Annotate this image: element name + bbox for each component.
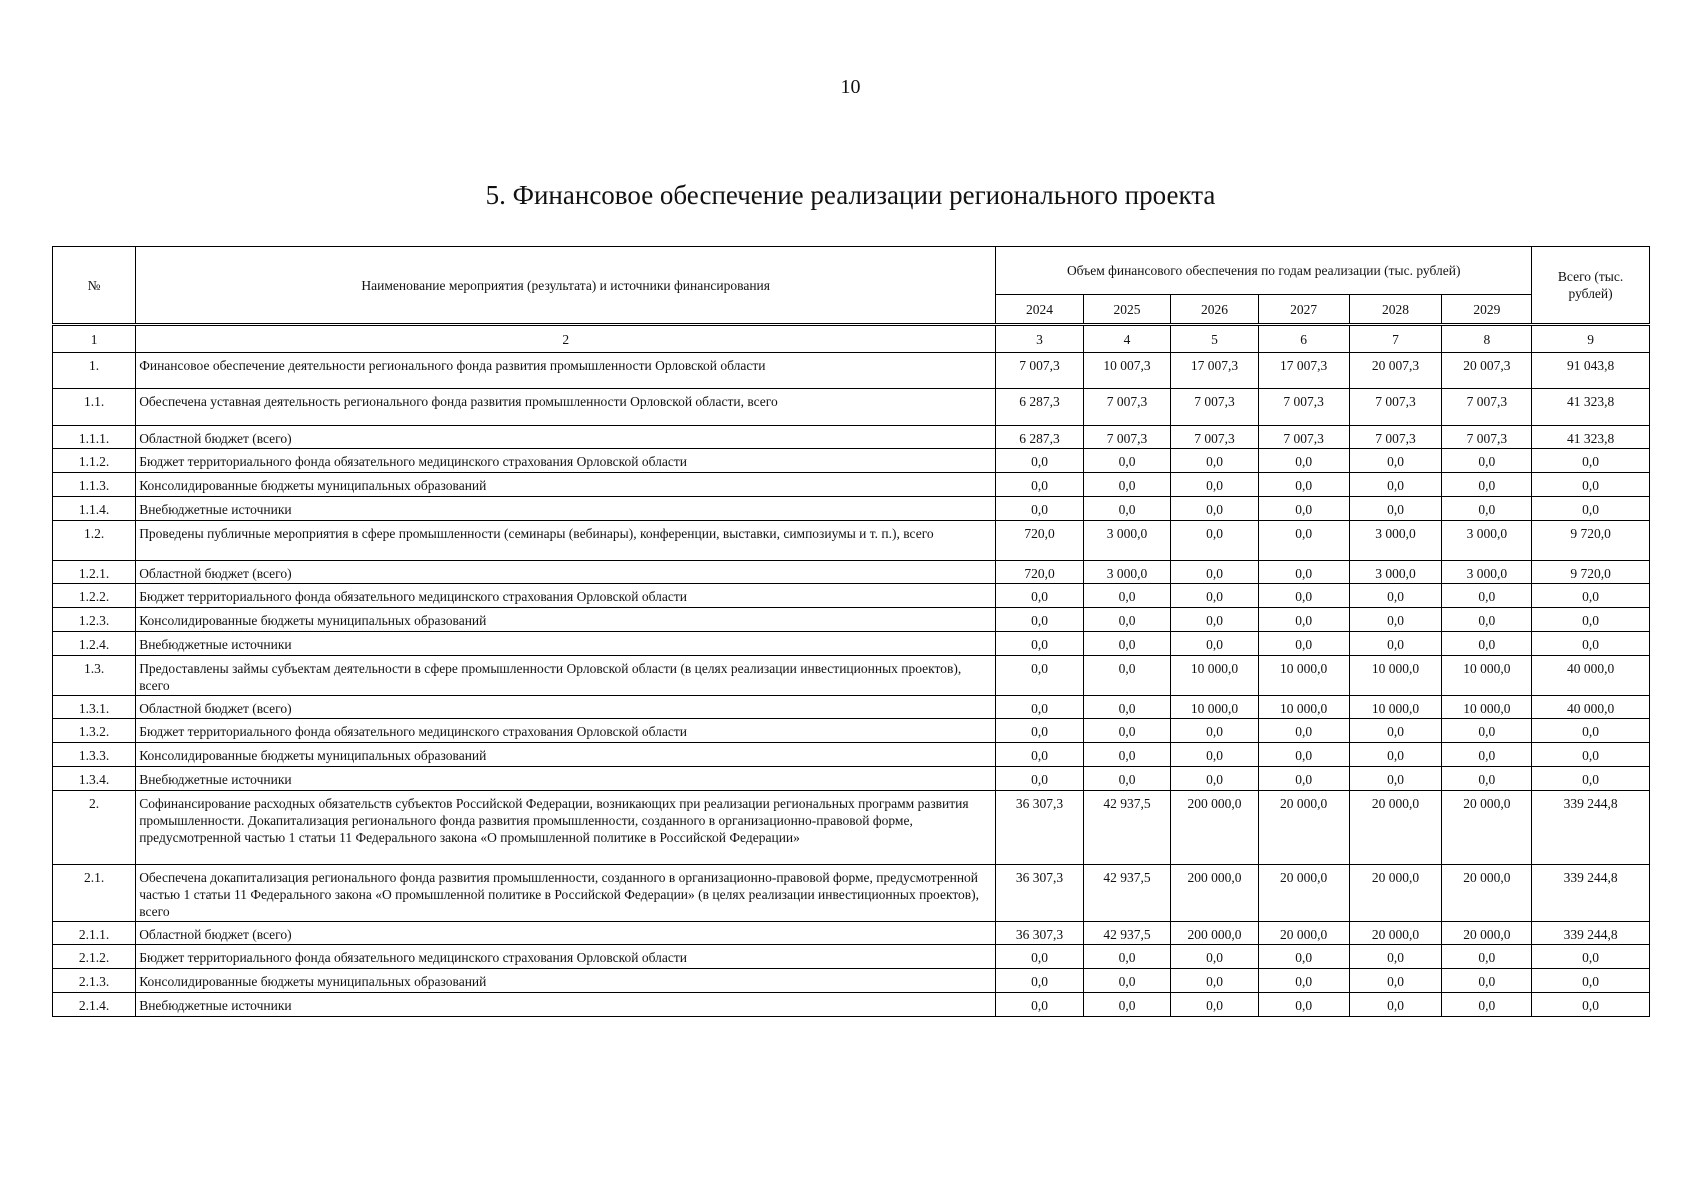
row-year-value: 0,0 [996, 969, 1084, 993]
row-year-value: 0,0 [1083, 608, 1171, 632]
row-number: 1.3.1. [53, 696, 136, 719]
row-year-value: 0,0 [996, 945, 1084, 969]
row-year-value: 0,0 [1349, 449, 1442, 473]
table-row [53, 969, 1650, 993]
row-year-value: 0,0 [1258, 719, 1349, 743]
row-name: Консолидированные бюджеты муниципальных образований [136, 608, 996, 632]
table-row [53, 389, 1650, 426]
row-year-value: 0,0 [1258, 945, 1349, 969]
row-year-value: 0,0 [1171, 767, 1259, 791]
header-total: Всего (тыс. рублей) [1532, 247, 1650, 325]
row-name: Консолидированные бюджеты муниципальных образований [136, 969, 996, 993]
row-total: 91 043,8 [1532, 353, 1650, 389]
row-year-value: 0,0 [1171, 945, 1259, 969]
row-year-value: 7 007,3 [1083, 426, 1171, 449]
row-total: 0,0 [1532, 473, 1650, 497]
row-name: Обеспечена уставная деятельность регионального фонда развития промышленности Орловской области, всего [136, 389, 996, 426]
row-year-value: 42 937,5 [1083, 865, 1171, 922]
row-total: 41 323,8 [1532, 389, 1650, 426]
row-year-value: 42 937,5 [1083, 922, 1171, 945]
row-year-value: 0,0 [1171, 743, 1259, 767]
table-row [53, 791, 1650, 865]
row-year-value: 10 000,0 [1442, 696, 1532, 719]
row-year-value: 0,0 [996, 473, 1084, 497]
row-number: 1.3.4. [53, 767, 136, 791]
row-number: 1.2.3. [53, 608, 136, 632]
row-total: 9 720,0 [1532, 521, 1650, 561]
row-year-value: 0,0 [1349, 969, 1442, 993]
row-year-value: 0,0 [1442, 497, 1532, 521]
row-year-value: 0,0 [1349, 632, 1442, 656]
row-number: 1.2.2. [53, 584, 136, 608]
row-number: 1.1.4. [53, 497, 136, 521]
row-year-value: 0,0 [1171, 969, 1259, 993]
row-year-value: 0,0 [1258, 521, 1349, 561]
row-year-value: 0,0 [1083, 449, 1171, 473]
row-year-value: 20 007,3 [1349, 353, 1442, 389]
row-name: Внебюджетные источники [136, 632, 996, 656]
table-row [53, 922, 1650, 945]
row-total: 0,0 [1532, 449, 1650, 473]
row-year-value: 10 000,0 [1171, 696, 1259, 719]
row-year-value: 0,0 [1258, 993, 1349, 1017]
row-total: 40 000,0 [1532, 656, 1650, 696]
table-row [53, 945, 1650, 969]
row-number: 1.2.1. [53, 561, 136, 584]
row-year-value: 3 000,0 [1442, 521, 1532, 561]
row-number: 1. [53, 353, 136, 389]
header-years-group: Объем финансового обеспечения по годам реализации (тыс. рублей) [996, 247, 1532, 295]
row-number: 2. [53, 791, 136, 865]
row-year-value: 10 000,0 [1258, 696, 1349, 719]
header-no: № [53, 247, 136, 325]
row-name: Бюджет территориального фонда обязательного медицинского страхования Орловской области [136, 584, 996, 608]
row-year-value: 7 007,3 [1349, 426, 1442, 449]
row-year-value: 36 307,3 [996, 791, 1084, 865]
row-year-value: 0,0 [1171, 608, 1259, 632]
row-name: Областной бюджет (всего) [136, 561, 996, 584]
row-year-value: 7 007,3 [1171, 389, 1259, 426]
row-year-value: 0,0 [1171, 719, 1259, 743]
page-number: 10 [840, 76, 861, 98]
row-year-value: 3 000,0 [1349, 561, 1442, 584]
row-name: Областной бюджет (всего) [136, 922, 996, 945]
row-year-value: 0,0 [1171, 584, 1259, 608]
row-year-value: 10 000,0 [1171, 656, 1259, 696]
row-year-value: 0,0 [1349, 993, 1442, 1017]
row-number: 2.1.2. [53, 945, 136, 969]
row-year-value: 720,0 [996, 521, 1084, 561]
row-year-value: 20 000,0 [1349, 791, 1442, 865]
row-number: 1.3. [53, 656, 136, 696]
column-index: 5 [1171, 325, 1259, 353]
row-year-value: 0,0 [1083, 473, 1171, 497]
row-year-value: 42 937,5 [1083, 791, 1171, 865]
row-year-value: 0,0 [1258, 473, 1349, 497]
table-row [53, 865, 1650, 922]
row-year-value: 10 000,0 [1258, 656, 1349, 696]
row-year-value: 6 287,3 [996, 426, 1084, 449]
row-year-value: 7 007,3 [1083, 389, 1171, 426]
table-row [53, 561, 1650, 584]
row-number: 1.1.2. [53, 449, 136, 473]
row-total: 339 244,8 [1532, 791, 1650, 865]
row-year-value: 0,0 [996, 584, 1084, 608]
row-number: 2.1. [53, 865, 136, 922]
row-total: 41 323,8 [1532, 426, 1650, 449]
row-year-value: 0,0 [996, 696, 1084, 719]
row-year-value: 20 000,0 [1258, 865, 1349, 922]
header-year: 2025 [1083, 295, 1171, 325]
table-row [53, 656, 1650, 696]
row-year-value: 0,0 [1171, 497, 1259, 521]
row-year-value: 20 000,0 [1442, 865, 1532, 922]
row-total: 0,0 [1532, 719, 1650, 743]
row-total: 339 244,8 [1532, 922, 1650, 945]
row-year-value: 3 000,0 [1442, 561, 1532, 584]
row-name: Предоставлены займы субъектам деятельности в сфере промышленности Орловской области (в целях реализации инвестиционных проектов), всего [136, 656, 996, 696]
row-year-value: 0,0 [1171, 473, 1259, 497]
row-year-value: 7 007,3 [1258, 389, 1349, 426]
column-index: 6 [1258, 325, 1349, 353]
row-number: 1.1.1. [53, 426, 136, 449]
row-year-value: 0,0 [996, 656, 1084, 696]
table-row [53, 993, 1650, 1017]
table-row [53, 353, 1650, 389]
row-year-value: 36 307,3 [996, 922, 1084, 945]
row-year-value: 0,0 [1442, 473, 1532, 497]
table-row [53, 767, 1650, 791]
row-number: 1.3.3. [53, 743, 136, 767]
row-year-value: 0,0 [1258, 743, 1349, 767]
row-year-value: 20 000,0 [1349, 865, 1442, 922]
row-year-value: 10 000,0 [1349, 696, 1442, 719]
row-year-value: 0,0 [1258, 449, 1349, 473]
header-name: Наименование мероприятия (результата) и источники финансирования [136, 247, 996, 325]
row-year-value: 3 000,0 [1083, 521, 1171, 561]
row-year-value: 0,0 [1171, 632, 1259, 656]
row-year-value: 0,0 [1349, 497, 1442, 521]
table-row [53, 608, 1650, 632]
row-name: Проведены публичные мероприятия в сфере промышленности (семинары (вебинары), конференции, выставки, симпозиумы и т. п.), всего [136, 521, 996, 561]
column-index: 1 [53, 325, 136, 353]
row-year-value: 0,0 [1442, 632, 1532, 656]
row-number: 2.1.1. [53, 922, 136, 945]
row-year-value: 0,0 [996, 743, 1084, 767]
row-year-value: 7 007,3 [996, 353, 1084, 389]
row-year-value: 7 007,3 [1258, 426, 1349, 449]
row-year-value: 20 000,0 [1258, 922, 1349, 945]
row-year-value: 10 000,0 [1349, 656, 1442, 696]
row-year-value: 20 000,0 [1349, 922, 1442, 945]
row-total: 0,0 [1532, 969, 1650, 993]
column-index: 9 [1532, 325, 1650, 353]
row-name: Областной бюджет (всего) [136, 426, 996, 449]
table-row [53, 449, 1650, 473]
row-year-value: 0,0 [1442, 969, 1532, 993]
row-year-value: 0,0 [1258, 608, 1349, 632]
row-year-value: 20 007,3 [1442, 353, 1532, 389]
row-year-value: 0,0 [1442, 449, 1532, 473]
table-row [53, 473, 1650, 497]
table-row [53, 743, 1650, 767]
row-year-value: 20 000,0 [1442, 922, 1532, 945]
row-year-value: 200 000,0 [1171, 865, 1259, 922]
row-year-value: 0,0 [1083, 993, 1171, 1017]
row-year-value: 10 007,3 [1083, 353, 1171, 389]
row-year-value: 0,0 [1349, 743, 1442, 767]
row-year-value: 36 307,3 [996, 865, 1084, 922]
column-index-row [53, 325, 1650, 353]
row-year-value: 0,0 [1083, 945, 1171, 969]
row-name: Областной бюджет (всего) [136, 696, 996, 719]
row-year-value: 0,0 [1258, 632, 1349, 656]
row-name: Бюджет территориального фонда обязательного медицинского страхования Орловской области [136, 449, 996, 473]
header-year: 2024 [996, 295, 1084, 325]
row-year-value: 0,0 [1171, 449, 1259, 473]
row-year-value: 0,0 [1083, 632, 1171, 656]
row-name: Консолидированные бюджеты муниципальных образований [136, 743, 996, 767]
row-year-value: 0,0 [1442, 993, 1532, 1017]
row-year-value: 720,0 [996, 561, 1084, 584]
row-total: 0,0 [1532, 945, 1650, 969]
column-index: 7 [1349, 325, 1442, 353]
row-year-value: 200 000,0 [1171, 791, 1259, 865]
row-total: 0,0 [1532, 993, 1650, 1017]
row-year-value: 0,0 [996, 993, 1084, 1017]
row-total: 339 244,8 [1532, 865, 1650, 922]
row-year-value: 7 007,3 [1349, 389, 1442, 426]
row-number: 1.2.4. [53, 632, 136, 656]
row-name: Финансовое обеспечение деятельности регионального фонда развития промышленности Орловской области [136, 353, 996, 389]
row-year-value: 6 287,3 [996, 389, 1084, 426]
row-total: 9 720,0 [1532, 561, 1650, 584]
row-year-value: 0,0 [1349, 945, 1442, 969]
header-year: 2027 [1258, 295, 1349, 325]
column-index: 8 [1442, 325, 1532, 353]
row-year-value: 7 007,3 [1171, 426, 1259, 449]
row-total: 0,0 [1532, 608, 1650, 632]
table-row [53, 426, 1650, 449]
row-name: Консолидированные бюджеты муниципальных образований [136, 473, 996, 497]
table-row [53, 696, 1650, 719]
row-year-value: 0,0 [1258, 969, 1349, 993]
row-year-value: 0,0 [1442, 719, 1532, 743]
row-year-value: 0,0 [996, 632, 1084, 656]
row-year-value: 0,0 [1349, 584, 1442, 608]
row-name: Бюджет территориального фонда обязательного медицинского страхования Орловской области [136, 719, 996, 743]
column-index: 4 [1083, 325, 1171, 353]
table-row [53, 632, 1650, 656]
row-total: 40 000,0 [1532, 696, 1650, 719]
row-total: 0,0 [1532, 497, 1650, 521]
table-row [53, 521, 1650, 561]
table-row [53, 497, 1650, 521]
row-year-value: 0,0 [1171, 521, 1259, 561]
row-year-value: 0,0 [996, 719, 1084, 743]
row-year-value: 3 000,0 [1349, 521, 1442, 561]
row-year-value: 0,0 [1349, 767, 1442, 791]
row-year-value: 7 007,3 [1442, 426, 1532, 449]
row-year-value: 0,0 [996, 767, 1084, 791]
row-name: Внебюджетные источники [136, 497, 996, 521]
row-number: 1.1. [53, 389, 136, 426]
row-year-value: 7 007,3 [1442, 389, 1532, 426]
row-year-value: 17 007,3 [1171, 353, 1259, 389]
row-number: 1.3.2. [53, 719, 136, 743]
row-name: Внебюджетные источники [136, 993, 996, 1017]
row-number: 1.1.3. [53, 473, 136, 497]
row-year-value: 0,0 [1083, 656, 1171, 696]
row-year-value: 0,0 [1083, 497, 1171, 521]
row-year-value: 200 000,0 [1171, 922, 1259, 945]
row-name: Бюджет территориального фонда обязательного медицинского страхования Орловской области [136, 945, 996, 969]
row-year-value: 0,0 [1171, 993, 1259, 1017]
row-year-value: 0,0 [996, 608, 1084, 632]
row-year-value: 20 000,0 [1442, 791, 1532, 865]
row-total: 0,0 [1532, 584, 1650, 608]
row-year-value: 0,0 [1083, 767, 1171, 791]
row-year-value: 0,0 [1349, 473, 1442, 497]
column-index: 3 [996, 325, 1084, 353]
row-name: Софинансирование расходных обязательств субъектов Российской Федерации, возникающих при реализации региональных программ развития промышленности. Докапитализация регионального фонда развития промышленности, созданного в организационно-правовой форме, предусмотренной частью 1 статьи 11 Федерального закона «О промышленной политике в Российской Федерации» [136, 791, 996, 865]
row-year-value: 0,0 [1258, 767, 1349, 791]
table-row [53, 584, 1650, 608]
header-year: 2029 [1442, 295, 1532, 325]
row-year-value: 0,0 [1083, 584, 1171, 608]
row-year-value: 0,0 [1083, 696, 1171, 719]
document-title: 5. Финансовое обеспечение реализации регионального проекта [485, 180, 1216, 210]
row-total: 0,0 [1532, 743, 1650, 767]
row-year-value: 20 000,0 [1258, 791, 1349, 865]
row-year-value: 0,0 [1083, 719, 1171, 743]
row-year-value: 0,0 [1442, 584, 1532, 608]
row-number: 2.1.3. [53, 969, 136, 993]
financing-table [52, 246, 1650, 1017]
row-year-value: 0,0 [1442, 945, 1532, 969]
row-total: 0,0 [1532, 767, 1650, 791]
row-year-value: 0,0 [996, 449, 1084, 473]
row-year-value: 0,0 [1349, 608, 1442, 632]
row-year-value: 3 000,0 [1083, 561, 1171, 584]
row-name: Внебюджетные источники [136, 767, 996, 791]
row-number: 2.1.4. [53, 993, 136, 1017]
table-row [53, 719, 1650, 743]
row-year-value: 17 007,3 [1258, 353, 1349, 389]
row-year-value: 0,0 [1083, 969, 1171, 993]
row-total: 0,0 [1532, 632, 1650, 656]
row-year-value: 0,0 [1442, 767, 1532, 791]
row-year-value: 0,0 [1171, 561, 1259, 584]
row-year-value: 0,0 [1349, 719, 1442, 743]
column-index: 2 [136, 325, 996, 353]
header-year: 2026 [1171, 295, 1259, 325]
row-year-value: 10 000,0 [1442, 656, 1532, 696]
row-year-value: 0,0 [1442, 743, 1532, 767]
row-name: Обеспечена докапитализация регионального фонда развития промышленности, созданного в организационно-правовой форме, предусмотренной частью 1 статьи 11 Федерального закона «О промышленной политике в Российской Федерации» (в целях реализации инвестиционных проектов), всего [136, 865, 996, 922]
row-year-value: 0,0 [996, 497, 1084, 521]
row-year-value: 0,0 [1258, 497, 1349, 521]
row-year-value: 0,0 [1258, 584, 1349, 608]
row-number: 1.2. [53, 521, 136, 561]
row-year-value: 0,0 [1442, 608, 1532, 632]
row-year-value: 0,0 [1258, 561, 1349, 584]
header-year: 2028 [1349, 295, 1442, 325]
row-year-value: 0,0 [1083, 743, 1171, 767]
